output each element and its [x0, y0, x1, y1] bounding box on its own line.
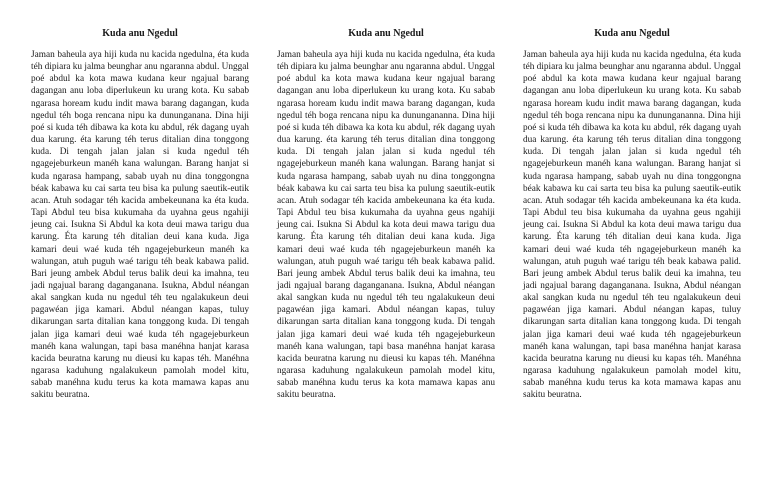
story-body: Jaman baheula aya hiji kuda nu kacida ngedulna, éta kuda téh dipiara ku jalma beunghar anu ngaranna abdul. Unggal poé abdul ka kota mawa kudana keur ngajual barang dagangan anu loba diperlukeun ku urang kota. Ku sabab ngarasa hoream kudu indit mawa barang dagangan, kuda ngedul téh boga rencana nipu ka dunungananna. Dina hiji poé si kuda téh dibawa ka kota ku abdul, rék dagang uyah dua karung. éta karung téh terus ditalian dina tonggong kuda. Di tengah jalan jalan si kuda ngedul téh ngagejeburkeun manéh kana walungan. Barang hanjat si kuda ngarasa hampang, sabab uyah nu dina tonggongna béak kabawa ku cai sarta teu bisa ka pulung saeutik-eutik acan. Atuh sodagar téh kacida ambekeunana ka éta kuda. Tapi Abdul teu bisa kukumaha da uyahna geus ngahiji jeung cai. Isukna Si Abdul ka kota deui mawa tarigu dua karung. Éta karung téh ditalian deui kana kuda. Jiga kamari deui waé kuda téh ngagejeburkeun manéh ka walungan, atuh puguh waé tarigu téh beak kabawa palid. Bari jeung ambek Abdul terus balik deui ka imahna, teu jadi ngajual barang daganganana. Isukna, Abdul néangan akal sangkan kuda nu ngedul téh teu ngalakukeun deui pagawéan jiga kamari. Abdul néangan kapas, tuluy dikarungan sarta ditalian kana tonggong kuda. Di tengah jalan jiga kamari deui waé kuda téh ngagejeburkeun manéh kana walungan, tapi basa manéhna hanjat karasa kacida beuratna karung nu dieusi ku kapas téh. Manéhna ngarasa kaduhung ngalakukeun pamolah model kitu, sabab manéhna kudu terus ka kota mamawa kapas anu sakitu beuratna. — [523, 50, 741, 401]
story-body: Jaman baheula aya hiji kuda nu kacida ngedulna, éta kuda téh dipiara ku jalma beunghar anu ngaranna abdul. Unggal poé abdul ka kota mawa kudana keur ngajual barang dagangan anu loba diperlukeun ku urang kota. Ku sabab ngarasa hoream kudu indit mawa barang dagangan, kuda ngedul téh boga rencana nipu ka dununganana. Dina hiji poé si kuda téh dibawa ka kota ku abdul, rék dagang uyah dua karung. éta karung téh terus ditalian dina tonggong kuda. Di tengah jalan jalan si kuda ngedul téh ngagejeburkeun manéh kana walungan. Barang hanjat si kuda ngarasa hampang, sabab uyah nu dina tonggongna béak kabawa ku cai sarta teu bisa ka pulung saeutik-eutik acan. Atuh sodagar téh kacida ambekeunana ka éta kuda. Tapi Abdul teu bisa kukumaha da uyahna geus ngahiji jeung cai. Isukna Si Abdul ka kota deui mawa tarigu dua karung. Éta karung téh ditalian deui kana kuda. Jiga kamari deui waé kuda téh ngagejeburkeun manéh ka walungan, atuh puguh waé tarigu téh beak kabawa palid. Bari jeung ambek Abdul terus balik deui ka imahna, teu jadi ngajual barang daganganana. Isukna, Abdul néangan akal sangkan kuda nu ngedul téh teu ngalakukeun deui pagawéan jiga kamari. Abdul néangan kapas, tuluy dikarungan sarta ditalian kana tonggong kuda. Di tengah jalan jiga kamari deui waé kuda téh ngagejeburkeun manéh kana walungan, tapi basa manéhna hanjat karasa kacida beuratna karung nu dieusi ku kapas téh. Manéhna ngarasa kaduhung ngalakukeun pamolah model kitu, sabab manéhna kudu terus ka kota mamawa kapas anu sakitu beuratna. — [31, 50, 249, 401]
story-title: Kuda anu Ngedul — [594, 28, 670, 39]
story-body: Jaman baheula aya hiji kuda nu kacida ngedulna, éta kuda téh dipiara ku jalma beunghar anu ngaranna abdul. Unggal poé abdul ka kota mawa kudana keur ngajual barang dagangan anu loba diperlukeun ku urang kota. Ku sabab ngarasa hoream kudu indit mawa barang dagangan, kuda ngedul téh boga rencana nipu ka dunungananna. Dina hiji poé si kuda téh dibawa ka kota ku abdul, rék dagang uyah dua karung. éta karung téh terus ditalian dina tonggong kuda. Di tengah jalan jalan si kuda ngedul téh ngagejeburkeun manéh kana walungan. Barang hanjat si kuda ngarasa hampang, sabab uyah nu dina tonggongna béak kabawa ku cai sarta teu bisa ka pulung saeutik-eutik acan. Atuh sodagar téh kacida ambekeunana ka éta kuda. Tapi Abdul teu bisa kukumaha da uyahna geus ngahiji jeung cai. Isukna Si Abdul ka kota deui mawa tarigu dua karung. Éta karung téh ditalian deui kana kuda. Jiga kamari deui waé kuda téh ngagejeburkeun manéh ka walungan, atuh puguh waé tarigu téh beak kabawa palid. Bari jeung ambek Abdul terus balik deui ka imahna, teu jadi ngajual barang daganganana. Isukna, Abdul néangan akal sangkan kuda nu ngedul téh teu ngalakukeun deui pagawéan jiga kamari. Abdul néangan kapas, tuluy dikarungan sarta ditalian kana tonggong kuda. Di tengah jalan jiga kamari deui waé kuda téh ngagejeburkeun manéh kana walungan, tapi basa manéhna hanjat karasa kacida beuratna karung nu dieusi ku kapas téh. Manéhna ngarasa kaduhung ngalakukeun pamolah model kitu, sabab manéhna kudu terus ka kota mamawa kapas anu sakitu beuratna. — [277, 50, 495, 401]
story-title: Kuda anu Ngedul — [348, 28, 424, 39]
story-title: Kuda anu Ngedul — [102, 28, 178, 39]
column-1 — [31, 28, 249, 402]
column-2 — [277, 28, 495, 402]
column-3 — [523, 28, 741, 402]
